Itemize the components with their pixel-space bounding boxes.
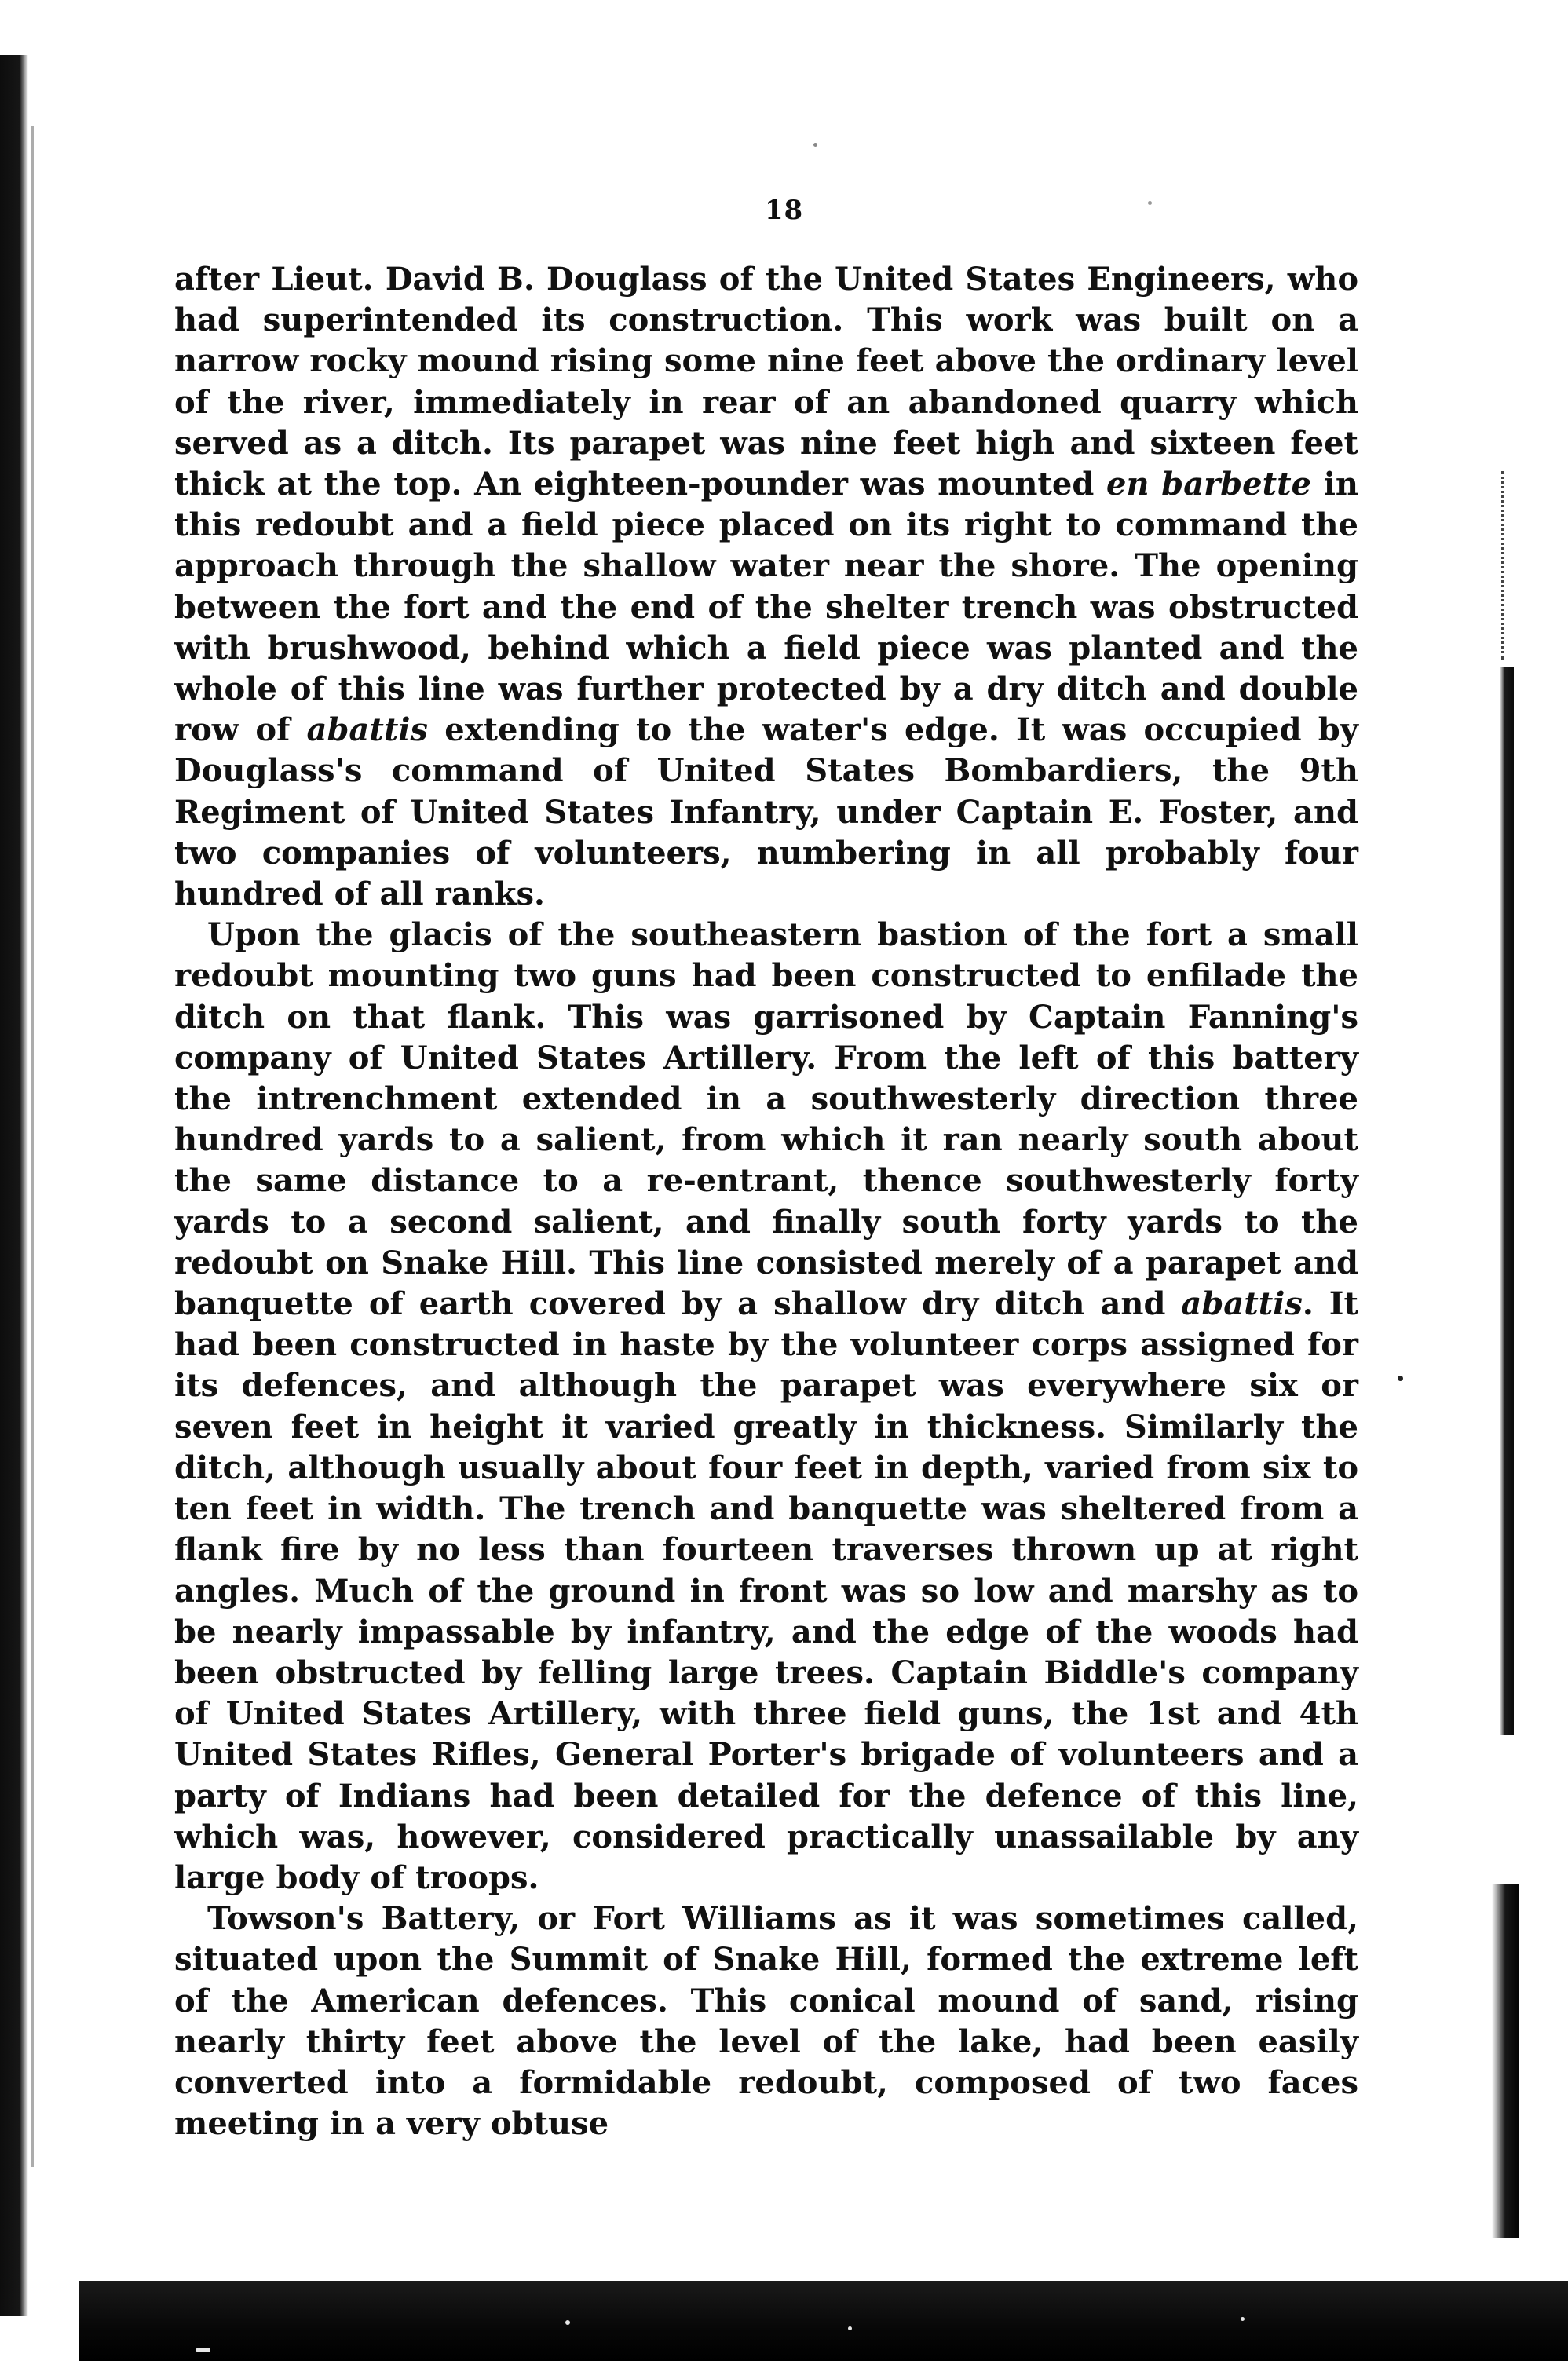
paragraph xyxy=(174,259,1358,915)
paragraph-text: Upon the glacis of the southeastern bastion of the fort a small redoubt mounting two guns had been constructed to enfilade the ditch on that flank. This was garrisoned by Captain Fanning's company of United States Artillery. From the left of this battery the intrenchment extended in a southwesterly direction three hundred yards to a salient, from which it ran nearly south about the same distance to a re-entrant, thence southwesterly forty yards to a second salient, and finally south forty yards to the redoubt on Snake Hill. This line consisted merely of a parapet and banquette of earth covered by a shallow dry ditch and xyxy=(174,916,1358,1323)
scan-right-edge-lower-shadow xyxy=(1492,1884,1519,2238)
scan-speck xyxy=(196,2348,210,2352)
paragraph xyxy=(174,1899,1358,2144)
scan-speck xyxy=(565,2320,570,2325)
scan-speck xyxy=(848,2326,852,2330)
italic-text: abattis xyxy=(306,711,429,749)
paragraph xyxy=(174,915,1358,1899)
paragraph-text: Towson's Battery, or Fort Williams as it was sometimes called, situated upon the Summit of Snake Hill, formed the extreme left of the American defences. This conical mound of sand, rising nearly thirty feet above the level of the lake, had been easily converted into a formidable redoubt, composed of two faces meeting in a very obtuse xyxy=(174,1900,1358,2143)
scan-left-edge-line xyxy=(31,126,34,2167)
body-text xyxy=(174,259,1358,2144)
scan-left-edge-shadow xyxy=(0,55,28,2316)
page-number: 18 xyxy=(764,195,804,226)
scan-right-edge-dots xyxy=(1501,471,1507,660)
italic-text: en barbette xyxy=(1106,466,1312,503)
paragraph-text: . It had been constructed in haste by the volunteer corps assigned for its defences, and although the parapet was everywhere six or seven feet in height it varied greatly in thickness. Similarly the ditch, although usually about four feet in depth, varied from six to ten feet in width. The trench and banquette was sheltered from a flank fire by no less than fourteen traverses thrown up at right angles. Much of the ground in front was so low and marshy as to be nearly impassable by infantry, and the edge of the woods had been obstructed by felling large trees. Captain Biddle's company of United States Artillery, with three field guns, the 1st and 4th United States Rifles, General Porter's brigade of volunteers and a party of Indians had been detailed for the defence of this line, which was, however, considered practically unassailable by any large body of troops. xyxy=(174,1285,1358,1896)
italic-text: abattis xyxy=(1181,1285,1303,1323)
paragraph-text: in this redoubt and a field piece placed on its right to command the approach through the shallow water near the shore. The opening between the fort and the end of the shelter trench was obstructed with brushwood, behind which a field piece was planted and the whole of this line was further protected by a dry ditch and double row of xyxy=(174,466,1358,749)
paragraph-text: extending to the water's edge. It was occupied by Douglass's command of United States Bombardiers, the 9th Regiment of United States Infantry, under Captain E. Foster, and two companies of volunteers, numbering in all probably four hundred of all ranks. xyxy=(174,711,1358,913)
paragraph-text: after Lieut. David B. Douglass of the United States Engineers, who had superintended its construction. This work was built on a narrow rocky mound rising some nine feet above the ordinary level of the river, immediately in rear of an abandoned quarry which served as a ditch. Its parapet was nine feet high and sixteen feet thick at the top. An eighteen-pounder was mounted xyxy=(174,261,1358,503)
scan-dust xyxy=(813,143,817,147)
scan-dust xyxy=(1398,1376,1403,1381)
scan-right-edge-shadow xyxy=(1500,667,1514,1735)
scan-speck xyxy=(1241,2317,1245,2321)
scan-bottom-shadow xyxy=(79,2281,1568,2361)
